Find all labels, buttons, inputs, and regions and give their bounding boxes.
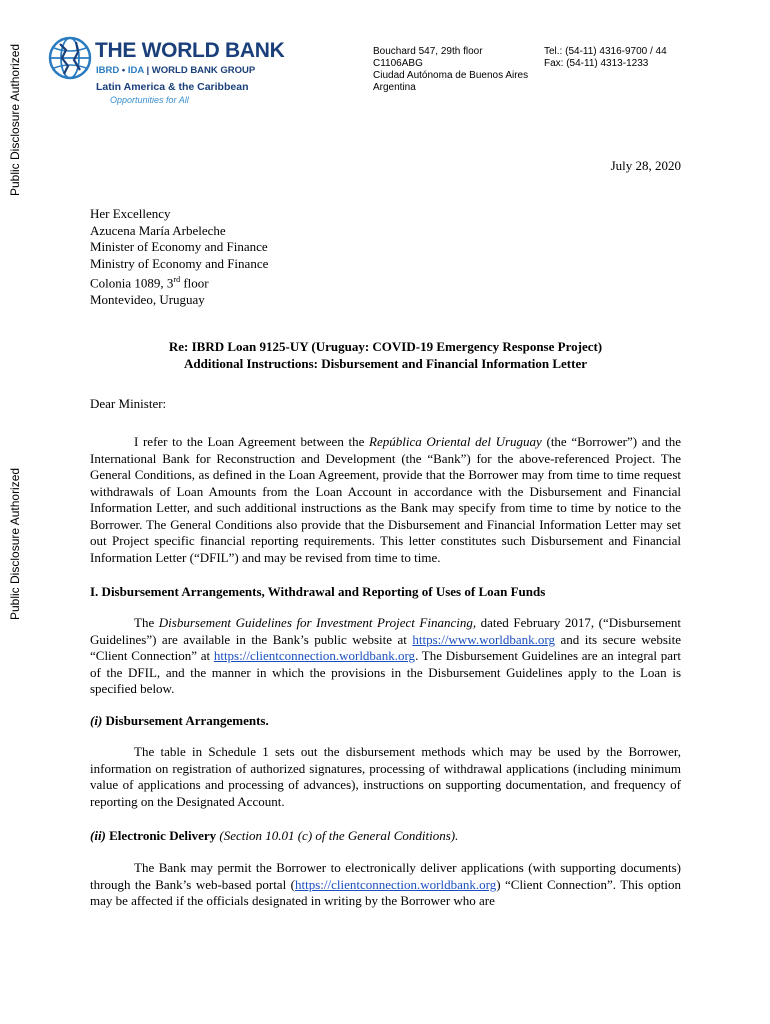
clientconnection-link[interactable]: https://clientconnection.worldbank.org xyxy=(213,648,416,663)
recipient-block xyxy=(90,206,268,308)
text-run: The Bank may permit the Borrower to electronically deliver applications (with supporting documents) through the Bank’s web-based portal ( xyxy=(90,860,681,892)
text-run: . The Disbursement Guidelines are an integral part of the DFIL, and the manner in which the provisions in the Disbursement Guidelines apply to the Loan is specified below. xyxy=(90,648,681,696)
disclosure-label-middle: Public Disclosure Authorized xyxy=(8,467,22,620)
address-line: Bouchard 547, 29th floor xyxy=(373,46,483,57)
logo-subtitle xyxy=(96,65,255,76)
fax: Fax: (54-11) 4313-1233 xyxy=(544,58,649,69)
worldbank-link[interactable]: https://www.worldbank.org xyxy=(412,631,556,647)
world-bank-logo xyxy=(48,36,298,116)
text-run: (the “Borrower”) and the International Bank for Reconstruction and Development (the “Bank”) for the above-referenced Project. The General Conditions, as defined in the Loan Agreement, provide that the Borrower may from time to time request withdrawals of Loan Amounts from the Loan Account in accordance with the Disbursement and Financial Information Letter, and such additional instructions as the Bank may specify from time to time by notice to the Borrower. The General Conditions also provide that the Disbursement and Financial Information Letter may set out Project specific financial reporting requirements. This letter constitutes such Disbursement and Financial Information Letter (“DFIL”) and may be revised from time to time. xyxy=(90,434,682,565)
paragraph-guidelines xyxy=(90,615,681,698)
logo-region: Latin America & the Caribbean xyxy=(96,81,249,93)
office-address xyxy=(373,46,528,94)
address-line: Ciudad Autónoma de Buenos Aires xyxy=(373,70,529,81)
text-run: ) “Client Connection”. This option may be affected if the officials designated in writing by the Borrower who are xyxy=(90,876,681,908)
subject-block xyxy=(90,339,681,372)
subject-line: Re: IBRD Loan 9125-UY (Uruguay: COVID-19 Emergency Response Project) xyxy=(168,339,603,354)
paragraph-intro xyxy=(90,434,681,566)
logo-ibrd: IBRD xyxy=(96,65,120,76)
text-run: dated February 2017, (“Disbursement Guidelines”) are available in the Bank’s public website at xyxy=(90,615,681,647)
logo-title: THE WORLD BANK xyxy=(95,39,285,62)
subject-line: Additional Instructions: Disbursement and Financial Information Letter xyxy=(183,355,588,371)
section-heading: I. Disbursement Arrangements, Withdrawal and Reporting of Uses of Loan Funds xyxy=(90,584,546,599)
logo-separator: • xyxy=(119,65,128,76)
address-line: C1106ABG xyxy=(373,58,423,69)
telephone: Tel.: (54-11) 4316-9700 / 44 xyxy=(544,46,667,57)
disclosure-label-top: Public Disclosure Authorized xyxy=(8,43,22,196)
subsection-number: (i) xyxy=(90,713,103,728)
subsection-reference: (Section 10.01 (c) of the General Conditions). xyxy=(216,828,459,843)
clientconnection-link[interactable]: https://clientconnection.worldbank.org xyxy=(294,876,497,892)
letter-date: July 28, 2020 xyxy=(610,158,681,173)
recipient-street: Colonia 1089, 3 xyxy=(90,275,174,291)
text-run: I refer to the Loan Agreement between the xyxy=(134,434,370,449)
recipient-line: Minister of Economy and Finance xyxy=(90,239,268,254)
guidelines-title: Disbursement Guidelines for Investment Project Financing, xyxy=(158,615,477,630)
logo-ida: IDA xyxy=(127,65,144,76)
logo-tagline: Opportunities for All xyxy=(110,95,189,105)
subsection-heading xyxy=(90,713,681,730)
subsection-title: Disbursement Arrangements. xyxy=(102,713,269,728)
paragraph-schedule: The table in Schedule 1 sets out the disbursement methods which may be used by the Borrower, information on registration of authorized signatures, processing of withdrawal applications (including minimum value of applications and processing of advances), instructions on supporting documentation, and frequency of reporting on the Designated Account. xyxy=(90,744,681,809)
office-contact xyxy=(544,46,667,70)
subsection-number: (ii) xyxy=(90,828,106,843)
recipient-line: Montevideo, Uruguay xyxy=(90,291,205,307)
salutation: Dear Minister: xyxy=(90,396,167,411)
recipient-line: Ministry of Economy and Finance xyxy=(90,255,269,271)
recipient-line: Her Excellency xyxy=(90,206,171,221)
globe-icon xyxy=(48,36,92,80)
text-run: and its secure website “Client Connection” at xyxy=(90,631,681,663)
recipient-floor: floor xyxy=(180,275,209,291)
address-line: Argentina xyxy=(373,82,416,93)
paragraph-electronic xyxy=(90,860,681,910)
logo-group: | WORLD BANK GROUP xyxy=(143,65,256,76)
recipient-line: Azucena María Arbeleche xyxy=(90,222,226,238)
recipient-line xyxy=(90,272,268,292)
text-run: The xyxy=(134,615,159,630)
subsection-heading xyxy=(90,828,681,845)
subsection-title: Electronic Delivery xyxy=(105,828,217,843)
borrower-name: República Oriental del Uruguay xyxy=(369,434,542,449)
recipient-ordinal: rd xyxy=(173,275,181,284)
